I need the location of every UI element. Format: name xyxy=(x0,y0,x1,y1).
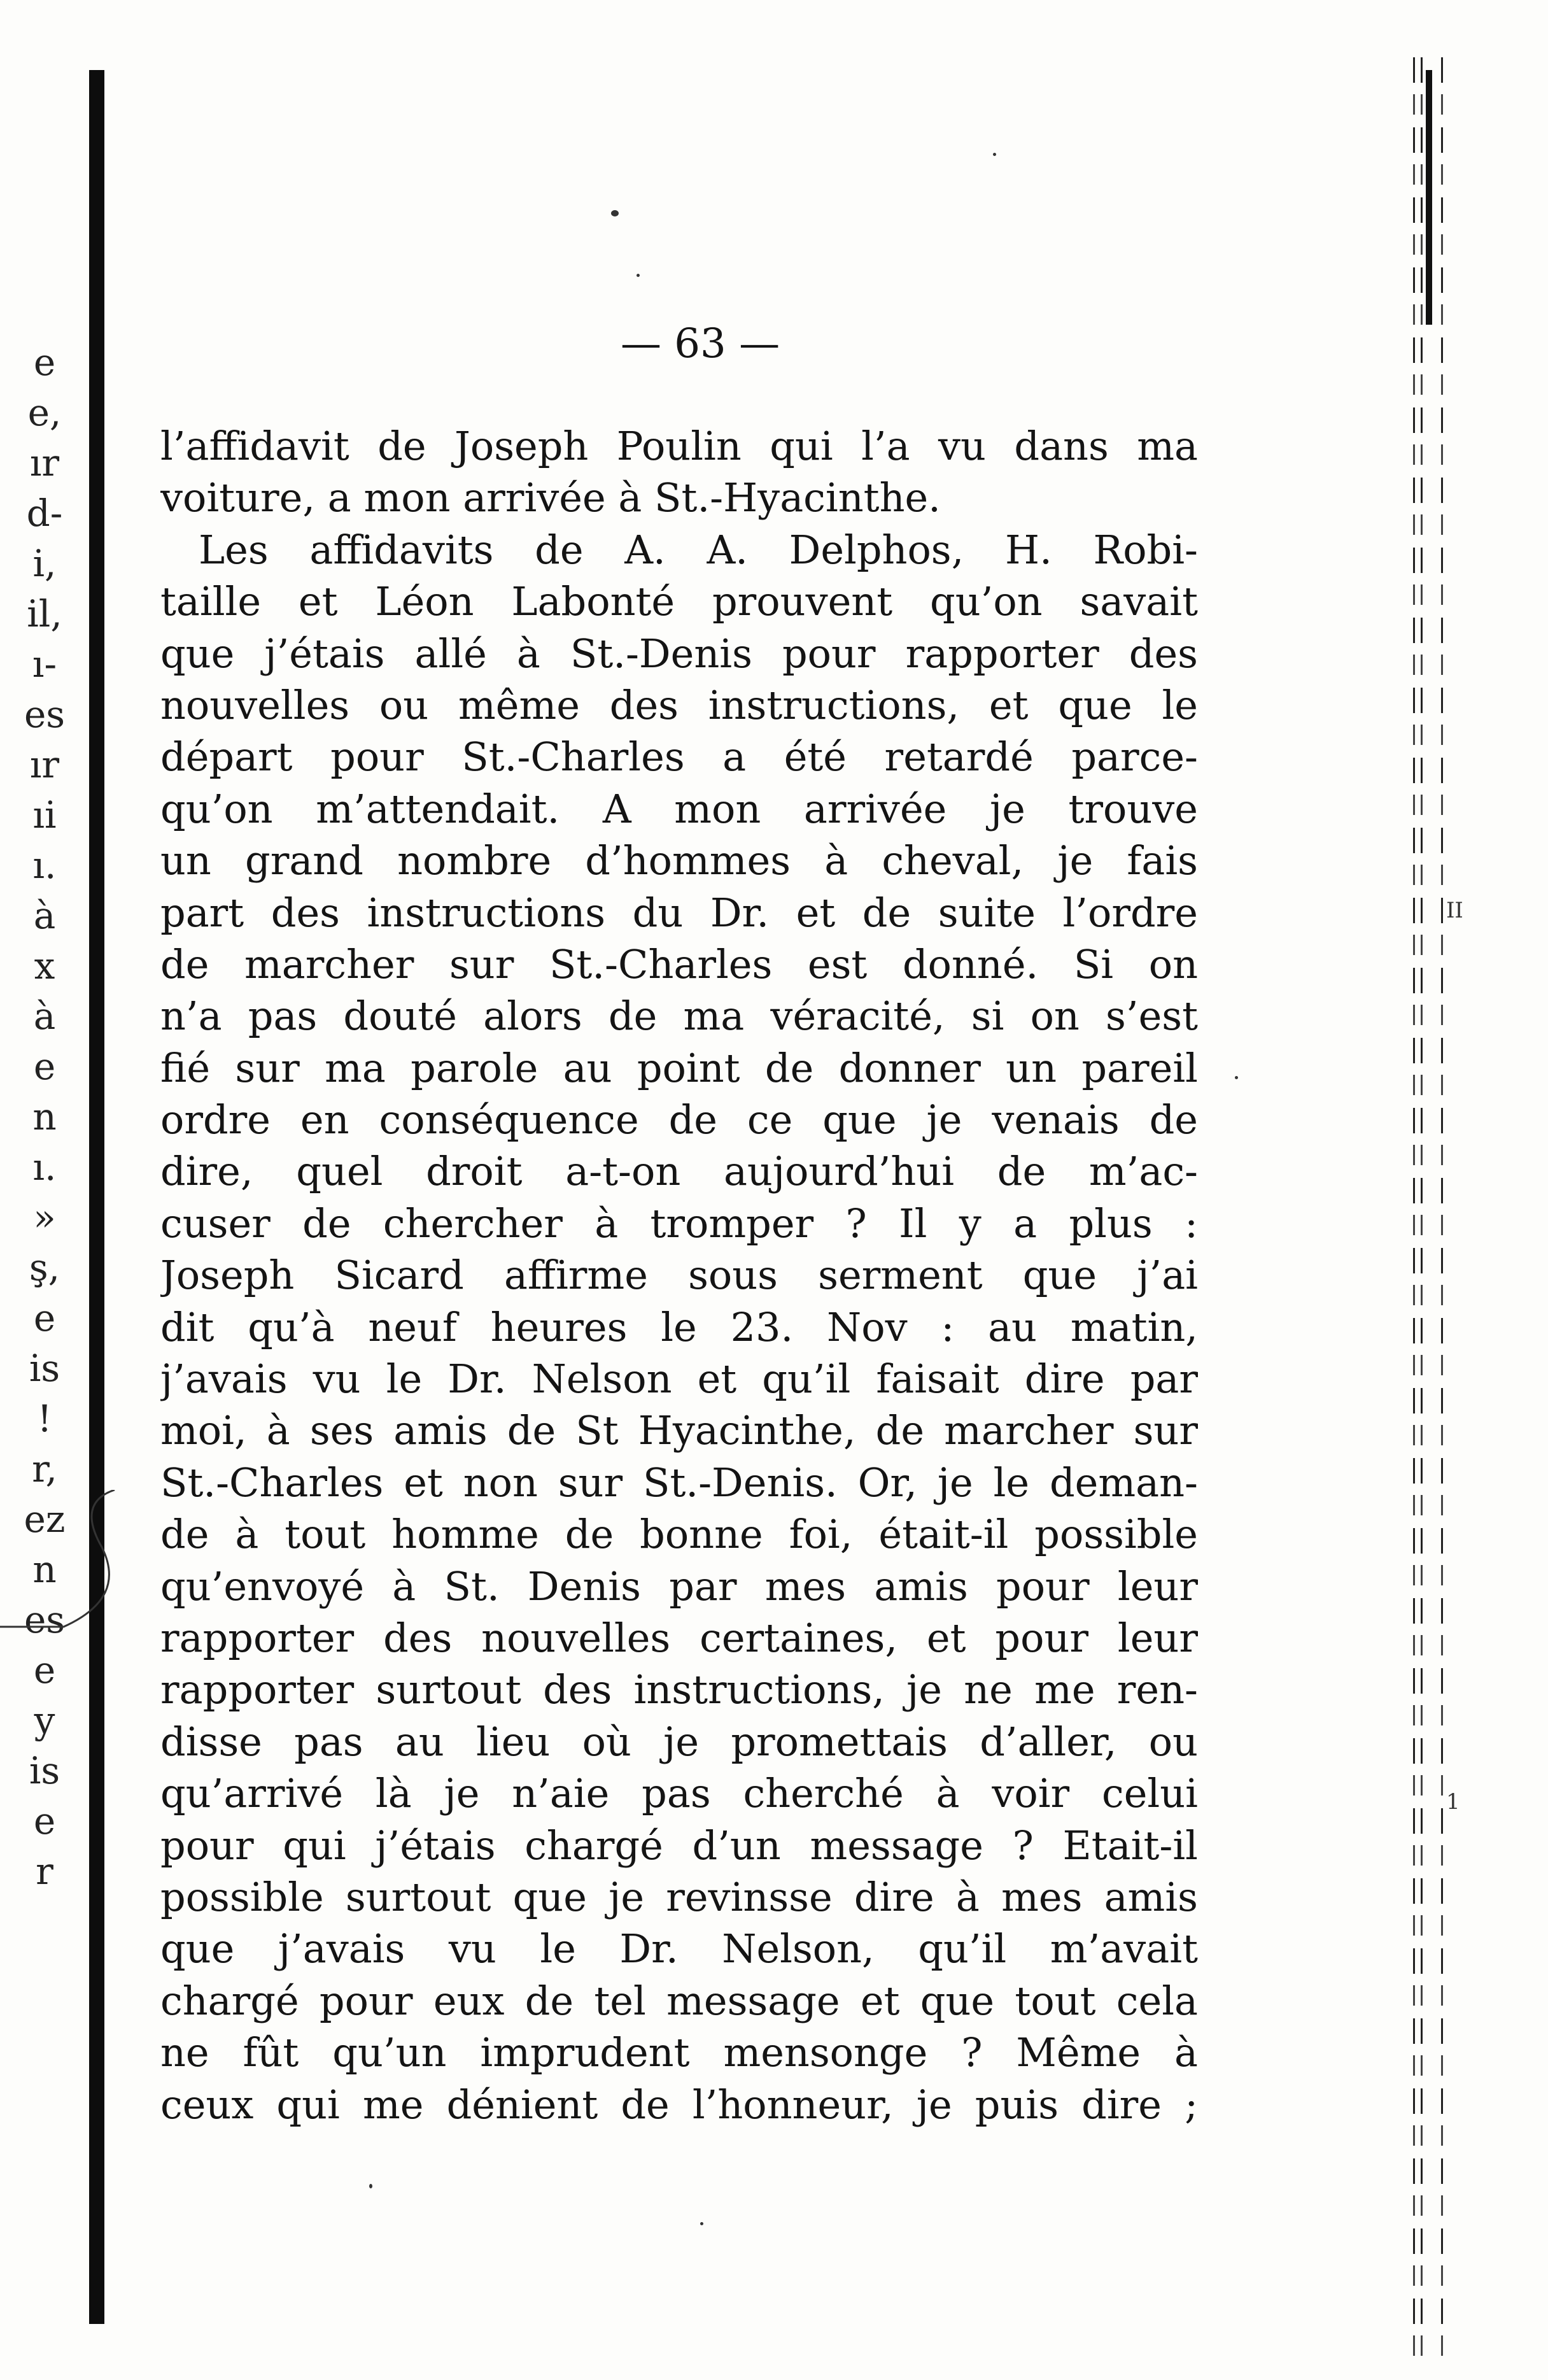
bleed-fragment: e xyxy=(33,1799,56,1843)
text-line: part des instructions du Dr. et de suite l’ordre xyxy=(160,889,1198,936)
bleed-fragment: » xyxy=(33,1196,56,1239)
text-line: que j’avais vu le Dr. Nelson, qu’il m’avait xyxy=(160,1925,1198,1973)
text-line: qu’on m’attendait. A mon arrivée je trouve xyxy=(160,785,1198,832)
bleed-fragment: es xyxy=(24,693,66,736)
text-line: qu’arrivé là je n’aie pas cherché à voir celui xyxy=(160,1770,1198,1817)
text-line: départ pour St.-Charles a été retardé parce- xyxy=(160,733,1198,781)
text-line: fié sur ma parole au point de donner un pareil xyxy=(160,1044,1198,1091)
text-line: taille et Léon Labonté prouvent qu’on savait xyxy=(160,578,1198,625)
text-line: n’a pas douté alors de ma véracité, si on s’est xyxy=(160,993,1198,1040)
bleed-fragment: y xyxy=(34,1699,55,1742)
bleed-fragment: à xyxy=(33,894,56,937)
bleed-fragment: e, xyxy=(27,391,62,434)
bleed-fragment: à xyxy=(33,995,56,1038)
bleed-fragment: n xyxy=(32,1548,57,1591)
text-line: ceux qui me dénient de l’honneur, je puis dire ; xyxy=(160,2081,1198,2128)
bleed-fragment: ez xyxy=(24,1498,66,1541)
text-line: l’affidavit de Joseph Poulin qui l’a vu dans ma xyxy=(160,423,1198,469)
text-line: chargé pour eux de tel message et que tout cela xyxy=(160,1977,1198,2024)
page-number: — 63 — xyxy=(620,320,780,367)
text-line: j’avais vu le Dr. Nelson et qu’il faisait dire par xyxy=(160,1356,1198,1403)
text-line: Les affidavits de A. A. Delphos, H. Robi- xyxy=(199,526,1198,573)
bleed-fragment: n xyxy=(32,1095,57,1138)
text-line: disse pas au lieu où je promettais d’aller, ou xyxy=(160,1718,1198,1765)
bleed-fragment: il, xyxy=(27,592,62,635)
bleed-fragment: ır xyxy=(29,743,60,786)
text-line: ne fût qu’un imprudent mensonge ? Même à xyxy=(160,2029,1198,2076)
text-line: cuser de chercher à tromper ? Il y a plus : xyxy=(160,1200,1198,1247)
text-line: voiture, a mon arrivée à St.-Hyacinthe. xyxy=(160,474,941,521)
text-line: de marcher sur St.-Charles est donné. Si on xyxy=(160,940,1198,988)
text-line: nouvelles ou même des instructions, et que le xyxy=(160,681,1198,728)
bleed-fragment: ıi xyxy=(32,793,57,837)
bleed-fragment: ı. xyxy=(32,1145,57,1189)
bleed-fragment: r xyxy=(36,1850,53,1893)
page-fold-curve xyxy=(0,1490,127,1630)
text-line: dit qu’à neuf heures le 23. Nov : au matin, xyxy=(160,1303,1198,1350)
text-line: rapporter des nouvelles certaines, et pour leur xyxy=(160,1614,1198,1661)
bleed-fragment: ! xyxy=(37,1397,52,1440)
bleed-fragment: is xyxy=(29,1347,60,1390)
text-line: moi, à ses amis de St Hyacinthe, de marcher sur xyxy=(160,1407,1198,1454)
text-line: possible surtout que je revinsse dire à mes amis xyxy=(160,1873,1198,1920)
bleed-fragment: e xyxy=(33,1045,56,1088)
text-line: que j’étais allé à St.-Denis pour rapporter des xyxy=(160,630,1198,677)
bleed-fragment: ş, xyxy=(29,1246,60,1289)
bleed-fragment: ır xyxy=(29,441,60,485)
text-line: rapporter surtout des instructions, je ne me ren- xyxy=(160,1666,1198,1713)
body-text xyxy=(160,420,1198,2130)
binding-gutter xyxy=(89,70,104,2324)
facing-page-bleed xyxy=(0,337,89,1897)
text-line: un grand nombre d’hommes à cheval, je fais xyxy=(160,837,1198,884)
bleed-fragment: d- xyxy=(26,492,63,535)
right-scan-edge: II 1 xyxy=(1388,57,1464,2362)
text-line: St.-Charles et non sur St.-Denis. Or, je le deman- xyxy=(160,1459,1198,1506)
text-line: ordre en conséquence de ce que je venais de xyxy=(160,1096,1198,1144)
bleed-fragment: x xyxy=(34,944,55,988)
bleed-fragment: r, xyxy=(32,1447,57,1491)
text-line: Joseph Sicard affirme sous serment que j’ai xyxy=(160,1252,1198,1299)
bleed-fragment: is xyxy=(29,1749,60,1792)
bleed-fragment: e xyxy=(33,341,56,384)
bleed-fragment: i, xyxy=(32,542,57,585)
text-line: de à tout homme de bonne foi, était-il possible xyxy=(160,1511,1198,1558)
text-line: pour qui j’étais chargé d’un message ? Etait-il xyxy=(160,1822,1198,1869)
edge-shadow xyxy=(1426,70,1432,325)
text-line: qu’envoyé à St. Denis par mes amis pour leur xyxy=(160,1562,1198,1610)
bleed-fragment: e xyxy=(33,1648,56,1692)
bleed-fragment: ı- xyxy=(32,642,57,686)
text-line: dire, quel droit a-t-on aujourd’hui de m’ac- xyxy=(160,1148,1198,1195)
bleed-fragment: e xyxy=(33,1296,56,1340)
bleed-fragment: ı. xyxy=(32,844,57,887)
bleed-fragment: es xyxy=(24,1598,66,1641)
